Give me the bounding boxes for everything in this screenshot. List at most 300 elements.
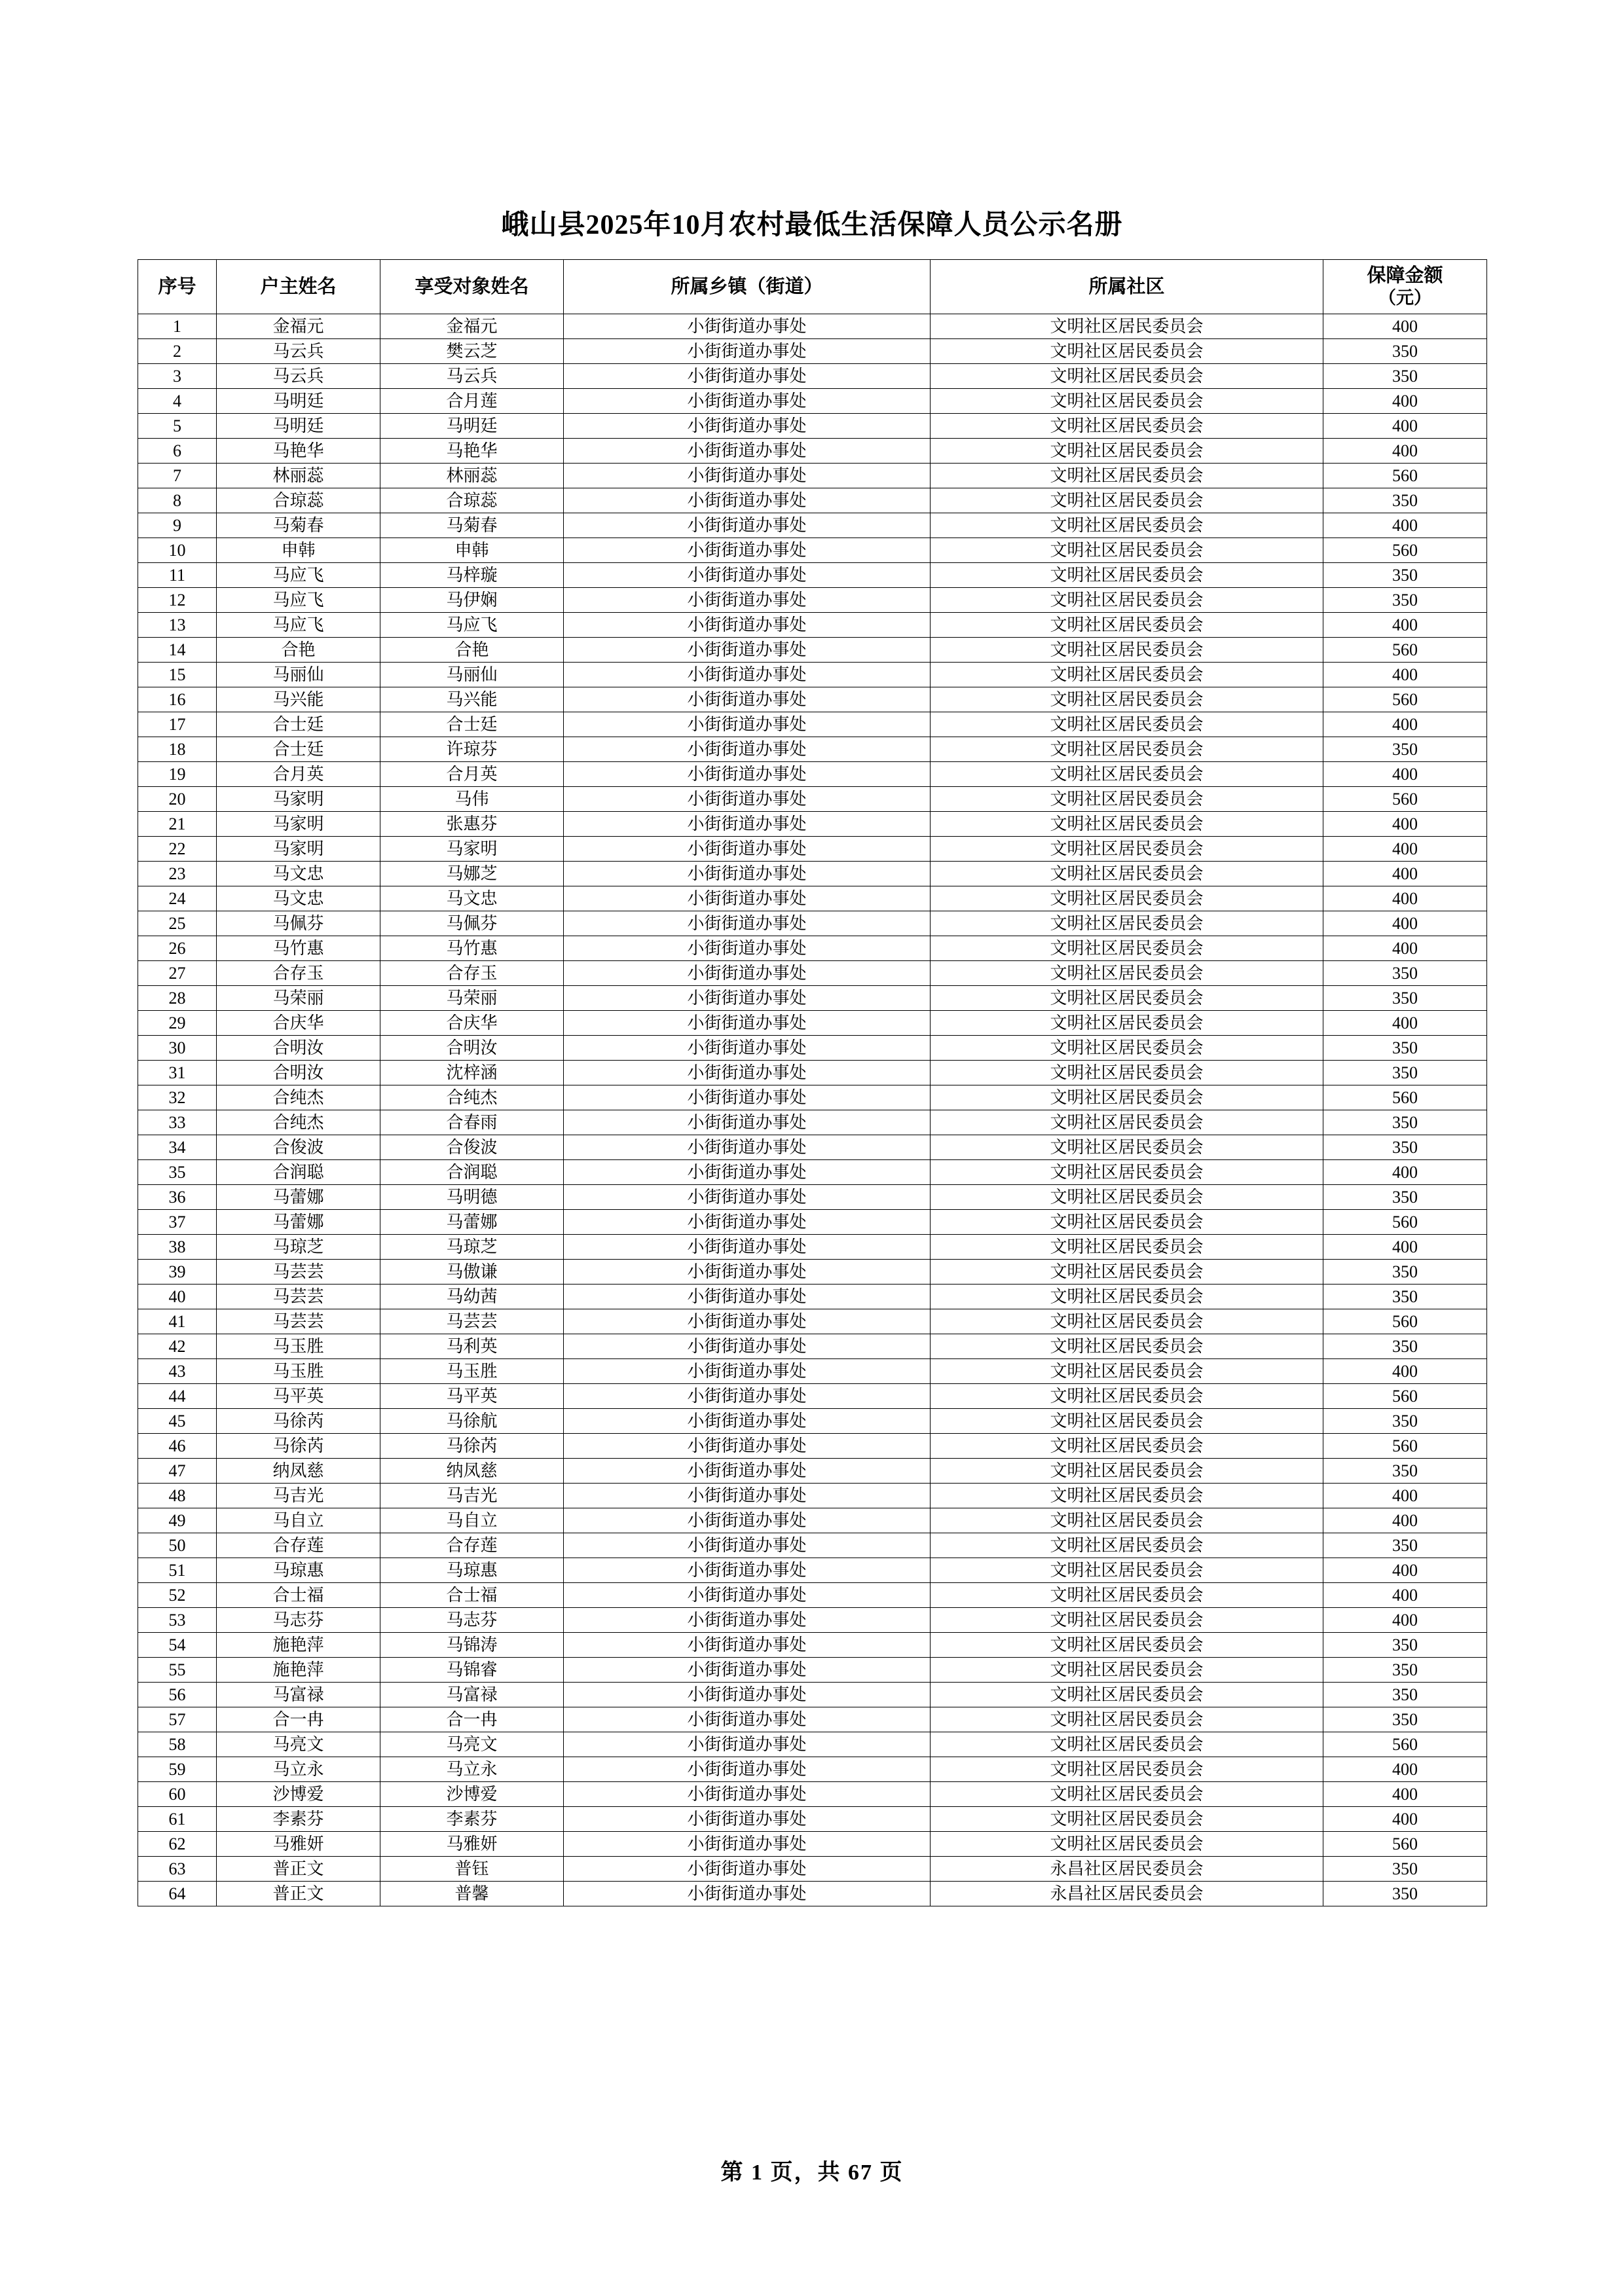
row-beneficiary: 樊云芝 xyxy=(380,339,564,364)
row-amount: 350 xyxy=(1323,1135,1487,1160)
row-household-head: 沙博爱 xyxy=(217,1782,380,1807)
row-community: 文明社区居民委员会 xyxy=(931,1533,1323,1558)
row-index: 52 xyxy=(138,1583,217,1608)
table-row xyxy=(138,961,1487,986)
table-row xyxy=(138,737,1487,762)
row-household-head: 马蕾娜 xyxy=(217,1185,380,1210)
row-township: 小街街道办事处 xyxy=(564,464,931,488)
row-beneficiary: 马幼茜 xyxy=(380,1285,564,1309)
row-index: 4 xyxy=(138,389,217,414)
table-row xyxy=(138,1061,1487,1085)
row-community: 文明社区居民委员会 xyxy=(931,314,1323,339)
row-amount: 400 xyxy=(1323,936,1487,961)
row-township: 小街街道办事处 xyxy=(564,314,931,339)
row-household-head: 马应飞 xyxy=(217,563,380,588)
row-township: 小街街道办事处 xyxy=(564,911,931,936)
row-community: 文明社区居民委员会 xyxy=(931,737,1323,762)
row-household-head: 马芸芸 xyxy=(217,1309,380,1334)
row-household-head: 马玉胜 xyxy=(217,1334,380,1359)
row-community: 文明社区居民委员会 xyxy=(931,1334,1323,1359)
table-row xyxy=(138,886,1487,911)
row-community: 文明社区居民委员会 xyxy=(931,389,1323,414)
row-amount: 400 xyxy=(1323,1160,1487,1185)
row-household-head: 马亮文 xyxy=(217,1732,380,1757)
row-beneficiary: 马佩芬 xyxy=(380,911,564,936)
row-amount: 350 xyxy=(1323,1409,1487,1434)
row-township: 小街街道办事处 xyxy=(564,1508,931,1533)
row-community: 文明社区居民委员会 xyxy=(931,787,1323,812)
row-amount: 560 xyxy=(1323,1434,1487,1459)
row-index: 27 xyxy=(138,961,217,986)
row-community: 文明社区居民委员会 xyxy=(931,812,1323,837)
row-township: 小街街道办事处 xyxy=(564,1334,931,1359)
row-amount: 560 xyxy=(1323,1384,1487,1409)
row-township: 小街街道办事处 xyxy=(564,1409,931,1434)
row-township: 小街街道办事处 xyxy=(564,1110,931,1135)
row-index: 26 xyxy=(138,936,217,961)
row-index: 30 xyxy=(138,1036,217,1061)
table-header-row xyxy=(138,260,1487,314)
table-row xyxy=(138,1882,1487,1906)
row-beneficiary: 马艳华 xyxy=(380,439,564,464)
row-household-head: 马菊春 xyxy=(217,513,380,538)
row-beneficiary: 金福元 xyxy=(380,314,564,339)
row-amount: 350 xyxy=(1323,588,1487,613)
row-township: 小街街道办事处 xyxy=(564,712,931,737)
row-community: 文明社区居民委员会 xyxy=(931,837,1323,862)
row-community: 文明社区居民委员会 xyxy=(931,1185,1323,1210)
row-index: 13 xyxy=(138,613,217,638)
row-beneficiary: 合润聪 xyxy=(380,1160,564,1185)
row-household-head: 合士廷 xyxy=(217,737,380,762)
row-township: 小街街道办事处 xyxy=(564,1757,931,1782)
row-amount: 560 xyxy=(1323,1210,1487,1235)
row-township: 小街街道办事处 xyxy=(564,936,931,961)
row-index: 32 xyxy=(138,1085,217,1110)
row-amount: 560 xyxy=(1323,1309,1487,1334)
row-beneficiary: 纳凤慈 xyxy=(380,1459,564,1484)
row-community: 永昌社区居民委员会 xyxy=(931,1882,1323,1906)
table-row xyxy=(138,613,1487,638)
row-amount: 400 xyxy=(1323,1484,1487,1508)
row-community: 文明社区居民委员会 xyxy=(931,488,1323,513)
row-household-head: 马荣丽 xyxy=(217,986,380,1011)
row-township: 小街街道办事处 xyxy=(564,613,931,638)
table-row xyxy=(138,638,1487,663)
row-beneficiary: 马娜芝 xyxy=(380,862,564,886)
row-index: 20 xyxy=(138,787,217,812)
table-row xyxy=(138,1583,1487,1608)
row-index: 55 xyxy=(138,1658,217,1683)
row-community: 文明社区居民委员会 xyxy=(931,1608,1323,1633)
row-beneficiary: 合庆华 xyxy=(380,1011,564,1036)
row-amount: 350 xyxy=(1323,961,1487,986)
row-community: 文明社区居民委员会 xyxy=(931,961,1323,986)
table-row xyxy=(138,1011,1487,1036)
row-beneficiary: 合士福 xyxy=(380,1583,564,1608)
row-amount: 400 xyxy=(1323,1359,1487,1384)
row-beneficiary: 马傲谦 xyxy=(380,1260,564,1285)
row-amount: 400 xyxy=(1323,1583,1487,1608)
row-township: 小街街道办事处 xyxy=(564,1135,931,1160)
table-row xyxy=(138,1334,1487,1359)
row-community: 文明社区居民委员会 xyxy=(931,911,1323,936)
row-township: 小街街道办事处 xyxy=(564,1011,931,1036)
row-household-head: 施艳萍 xyxy=(217,1658,380,1683)
table-row xyxy=(138,1359,1487,1384)
row-household-head: 马文忠 xyxy=(217,886,380,911)
row-index: 25 xyxy=(138,911,217,936)
table-row xyxy=(138,1235,1487,1260)
table-row xyxy=(138,1185,1487,1210)
row-household-head: 合士福 xyxy=(217,1583,380,1608)
row-township: 小街街道办事处 xyxy=(564,1558,931,1583)
table-row xyxy=(138,1309,1487,1334)
row-township: 小街街道办事处 xyxy=(564,414,931,439)
table-row xyxy=(138,364,1487,389)
table-row xyxy=(138,1285,1487,1309)
row-amount: 350 xyxy=(1323,1285,1487,1309)
row-community: 文明社区居民委员会 xyxy=(931,414,1323,439)
row-township: 小街街道办事处 xyxy=(564,1533,931,1558)
row-beneficiary: 合一冉 xyxy=(380,1707,564,1732)
row-township: 小街街道办事处 xyxy=(564,1036,931,1061)
table-row xyxy=(138,1409,1487,1434)
row-community: 文明社区居民委员会 xyxy=(931,1061,1323,1085)
row-township: 小街街道办事处 xyxy=(564,1832,931,1857)
row-index: 40 xyxy=(138,1285,217,1309)
table-row xyxy=(138,464,1487,488)
roster-table-wrap xyxy=(138,259,1486,1906)
row-index: 57 xyxy=(138,1707,217,1732)
row-index: 18 xyxy=(138,737,217,762)
table-row xyxy=(138,837,1487,862)
row-household-head: 合月英 xyxy=(217,762,380,787)
table-row xyxy=(138,1260,1487,1285)
row-community: 永昌社区居民委员会 xyxy=(931,1857,1323,1882)
row-township: 小街街道办事处 xyxy=(564,1633,931,1658)
row-township: 小街街道办事处 xyxy=(564,1285,931,1309)
row-beneficiary: 马锦涛 xyxy=(380,1633,564,1658)
row-index: 63 xyxy=(138,1857,217,1882)
row-beneficiary: 合纯杰 xyxy=(380,1085,564,1110)
table-row xyxy=(138,439,1487,464)
row-community: 文明社区居民委员会 xyxy=(931,1633,1323,1658)
page-footer: 第 1 页，共 67 页 xyxy=(720,2160,904,2185)
row-beneficiary: 马芸芸 xyxy=(380,1309,564,1334)
row-beneficiary: 马自立 xyxy=(380,1508,564,1533)
row-amount: 350 xyxy=(1323,1061,1487,1085)
row-amount: 400 xyxy=(1323,314,1487,339)
row-community: 文明社区居民委员会 xyxy=(931,1135,1323,1160)
table-body xyxy=(138,314,1487,1906)
table-row xyxy=(138,538,1487,563)
row-community: 文明社区居民委员会 xyxy=(931,1732,1323,1757)
row-index: 36 xyxy=(138,1185,217,1210)
row-beneficiary: 李素芬 xyxy=(380,1807,564,1832)
row-township: 小街街道办事处 xyxy=(564,588,931,613)
row-community: 文明社区居民委员会 xyxy=(931,986,1323,1011)
table-row xyxy=(138,1683,1487,1707)
row-community: 文明社区居民委员会 xyxy=(931,936,1323,961)
table-row xyxy=(138,1533,1487,1558)
row-beneficiary: 马伟 xyxy=(380,787,564,812)
row-township: 小街街道办事处 xyxy=(564,687,931,712)
row-amount: 400 xyxy=(1323,712,1487,737)
row-household-head: 林丽蕊 xyxy=(217,464,380,488)
row-index: 6 xyxy=(138,439,217,464)
row-township: 小街街道办事处 xyxy=(564,1185,931,1210)
row-township: 小街街道办事处 xyxy=(564,389,931,414)
table-row xyxy=(138,862,1487,886)
column-header-community: 所属社区 xyxy=(931,260,1323,314)
row-township: 小街街道办事处 xyxy=(564,1732,931,1757)
row-township: 小街街道办事处 xyxy=(564,787,931,812)
row-beneficiary: 马立永 xyxy=(380,1757,564,1782)
column-header-amount-unit: （元） xyxy=(1378,288,1431,308)
row-township: 小街街道办事处 xyxy=(564,1658,931,1683)
row-amount: 400 xyxy=(1323,414,1487,439)
row-community: 文明社区居民委员会 xyxy=(931,1309,1323,1334)
row-household-head: 马家明 xyxy=(217,812,380,837)
row-beneficiary: 马竹惠 xyxy=(380,936,564,961)
row-index: 61 xyxy=(138,1807,217,1832)
row-community: 文明社区居民委员会 xyxy=(931,1782,1323,1807)
row-household-head: 马家明 xyxy=(217,837,380,862)
row-community: 文明社区居民委员会 xyxy=(931,1110,1323,1135)
row-community: 文明社区居民委员会 xyxy=(931,1508,1323,1533)
table-row xyxy=(138,787,1487,812)
row-community: 文明社区居民委员会 xyxy=(931,1409,1323,1434)
row-amount: 350 xyxy=(1323,1658,1487,1683)
row-beneficiary: 马亮文 xyxy=(380,1732,564,1757)
row-beneficiary: 马雅妍 xyxy=(380,1832,564,1857)
row-beneficiary: 马菊春 xyxy=(380,513,564,538)
row-township: 小街街道办事处 xyxy=(564,1484,931,1508)
row-amount: 350 xyxy=(1323,1857,1487,1882)
row-index: 9 xyxy=(138,513,217,538)
row-township: 小街街道办事处 xyxy=(564,1260,931,1285)
row-beneficiary: 马徐航 xyxy=(380,1409,564,1434)
row-beneficiary: 马兴能 xyxy=(380,687,564,712)
row-beneficiary: 马云兵 xyxy=(380,364,564,389)
row-index: 42 xyxy=(138,1334,217,1359)
row-index: 47 xyxy=(138,1459,217,1484)
row-amount: 400 xyxy=(1323,1558,1487,1583)
row-amount: 400 xyxy=(1323,886,1487,911)
row-beneficiary: 合月莲 xyxy=(380,389,564,414)
row-community: 文明社区居民委员会 xyxy=(931,538,1323,563)
row-index: 49 xyxy=(138,1508,217,1533)
table-row xyxy=(138,1210,1487,1235)
row-community: 文明社区居民委员会 xyxy=(931,513,1323,538)
row-community: 文明社区居民委员会 xyxy=(931,439,1323,464)
row-amount: 350 xyxy=(1323,1036,1487,1061)
row-amount: 560 xyxy=(1323,538,1487,563)
row-household-head: 合俊波 xyxy=(217,1135,380,1160)
row-index: 37 xyxy=(138,1210,217,1235)
row-index: 19 xyxy=(138,762,217,787)
row-beneficiary: 马伊娴 xyxy=(380,588,564,613)
row-household-head: 马蕾娜 xyxy=(217,1210,380,1235)
row-index: 5 xyxy=(138,414,217,439)
row-index: 2 xyxy=(138,339,217,364)
row-amount: 350 xyxy=(1323,339,1487,364)
row-amount: 350 xyxy=(1323,1533,1487,1558)
table-header xyxy=(138,260,1487,314)
row-amount: 560 xyxy=(1323,787,1487,812)
table-row xyxy=(138,513,1487,538)
row-township: 小街街道办事处 xyxy=(564,762,931,787)
table-row xyxy=(138,1757,1487,1782)
row-amount: 350 xyxy=(1323,488,1487,513)
row-index: 51 xyxy=(138,1558,217,1583)
table-row xyxy=(138,1384,1487,1409)
row-index: 35 xyxy=(138,1160,217,1185)
row-household-head: 马玉胜 xyxy=(217,1359,380,1384)
table-row xyxy=(138,1508,1487,1533)
row-household-head: 马芸芸 xyxy=(217,1260,380,1285)
row-beneficiary: 合存莲 xyxy=(380,1533,564,1558)
row-household-head: 马明廷 xyxy=(217,414,380,439)
column-header-township: 所属乡镇（街道） xyxy=(564,260,931,314)
table-row xyxy=(138,339,1487,364)
table-row xyxy=(138,488,1487,513)
row-amount: 560 xyxy=(1323,464,1487,488)
table-row xyxy=(138,663,1487,687)
table-row xyxy=(138,1160,1487,1185)
row-beneficiary: 合士廷 xyxy=(380,712,564,737)
table-row xyxy=(138,1135,1487,1160)
table-row xyxy=(138,1036,1487,1061)
row-township: 小街街道办事处 xyxy=(564,886,931,911)
row-index: 45 xyxy=(138,1409,217,1434)
row-household-head: 马雅妍 xyxy=(217,1832,380,1857)
row-community: 文明社区居民委员会 xyxy=(931,1807,1323,1832)
row-amount: 400 xyxy=(1323,513,1487,538)
row-community: 文明社区居民委员会 xyxy=(931,1707,1323,1732)
row-township: 小街街道办事处 xyxy=(564,812,931,837)
row-index: 1 xyxy=(138,314,217,339)
row-township: 小街街道办事处 xyxy=(564,1459,931,1484)
row-household-head: 李素芬 xyxy=(217,1807,380,1832)
table-row xyxy=(138,986,1487,1011)
row-household-head: 施艳萍 xyxy=(217,1633,380,1658)
row-index: 15 xyxy=(138,663,217,687)
row-index: 33 xyxy=(138,1110,217,1135)
row-index: 7 xyxy=(138,464,217,488)
row-township: 小街街道办事处 xyxy=(564,737,931,762)
row-beneficiary: 合存玉 xyxy=(380,961,564,986)
row-amount: 350 xyxy=(1323,986,1487,1011)
row-amount: 350 xyxy=(1323,1185,1487,1210)
row-amount: 350 xyxy=(1323,1260,1487,1285)
row-township: 小街街道办事处 xyxy=(564,538,931,563)
row-beneficiary: 马富禄 xyxy=(380,1683,564,1707)
row-township: 小街街道办事处 xyxy=(564,439,931,464)
row-index: 62 xyxy=(138,1832,217,1857)
row-beneficiary: 马应飞 xyxy=(380,613,564,638)
row-household-head: 马芸芸 xyxy=(217,1285,380,1309)
row-household-head: 马云兵 xyxy=(217,339,380,364)
row-index: 23 xyxy=(138,862,217,886)
table-row xyxy=(138,389,1487,414)
row-beneficiary: 沙博爱 xyxy=(380,1782,564,1807)
row-community: 文明社区居民委员会 xyxy=(931,1384,1323,1409)
row-community: 文明社区居民委员会 xyxy=(931,1832,1323,1857)
column-header-amount xyxy=(1323,260,1487,314)
row-amount: 400 xyxy=(1323,862,1487,886)
column-header-household-head: 户主姓名 xyxy=(217,260,380,314)
column-header-amount-main: 保障金额 xyxy=(1367,265,1443,286)
row-township: 小街街道办事处 xyxy=(564,663,931,687)
row-beneficiary: 合俊波 xyxy=(380,1135,564,1160)
row-index: 46 xyxy=(138,1434,217,1459)
table-row xyxy=(138,1085,1487,1110)
row-household-head: 马立永 xyxy=(217,1757,380,1782)
row-index: 60 xyxy=(138,1782,217,1807)
row-household-head: 马富禄 xyxy=(217,1683,380,1707)
row-index: 10 xyxy=(138,538,217,563)
row-community: 文明社区居民委员会 xyxy=(931,1434,1323,1459)
row-amount: 560 xyxy=(1323,1832,1487,1857)
row-amount: 400 xyxy=(1323,1235,1487,1260)
table-row xyxy=(138,563,1487,588)
row-township: 小街街道办事处 xyxy=(564,364,931,389)
row-community: 文明社区居民委员会 xyxy=(931,1160,1323,1185)
row-community: 文明社区居民委员会 xyxy=(931,638,1323,663)
row-household-head: 马徐芮 xyxy=(217,1409,380,1434)
table-row xyxy=(138,1110,1487,1135)
row-amount: 560 xyxy=(1323,687,1487,712)
row-township: 小街街道办事处 xyxy=(564,638,931,663)
row-amount: 400 xyxy=(1323,389,1487,414)
row-beneficiary: 普馨 xyxy=(380,1882,564,1906)
row-community: 文明社区居民委员会 xyxy=(931,712,1323,737)
row-index: 34 xyxy=(138,1135,217,1160)
row-household-head: 马应飞 xyxy=(217,588,380,613)
row-township: 小街街道办事处 xyxy=(564,1309,931,1334)
row-beneficiary: 马利英 xyxy=(380,1334,564,1359)
row-beneficiary: 马丽仙 xyxy=(380,663,564,687)
table-row xyxy=(138,687,1487,712)
row-index: 41 xyxy=(138,1309,217,1334)
table-row xyxy=(138,588,1487,613)
row-household-head: 马家明 xyxy=(217,787,380,812)
row-amount: 350 xyxy=(1323,1459,1487,1484)
row-index: 29 xyxy=(138,1011,217,1036)
row-community: 文明社区居民委员会 xyxy=(931,1359,1323,1384)
table-row xyxy=(138,1434,1487,1459)
row-beneficiary: 张惠芬 xyxy=(380,812,564,837)
row-community: 文明社区居民委员会 xyxy=(931,1757,1323,1782)
row-amount: 350 xyxy=(1323,1707,1487,1732)
row-community: 文明社区居民委员会 xyxy=(931,886,1323,911)
row-beneficiary: 合琼蕊 xyxy=(380,488,564,513)
row-beneficiary: 马荣丽 xyxy=(380,986,564,1011)
row-index: 58 xyxy=(138,1732,217,1757)
row-township: 小街街道办事处 xyxy=(564,1235,931,1260)
row-township: 小街街道办事处 xyxy=(564,1583,931,1608)
page-title: 峨山县2025年10月农村最低生活保障人员公示名册 xyxy=(501,210,1123,240)
table-row xyxy=(138,1782,1487,1807)
table-row xyxy=(138,1459,1487,1484)
row-township: 小街街道办事处 xyxy=(564,1434,931,1459)
row-community: 文明社区居民委员会 xyxy=(931,1658,1323,1683)
row-community: 文明社区居民委员会 xyxy=(931,339,1323,364)
row-community: 文明社区居民委员会 xyxy=(931,1484,1323,1508)
row-household-head: 合琼蕊 xyxy=(217,488,380,513)
